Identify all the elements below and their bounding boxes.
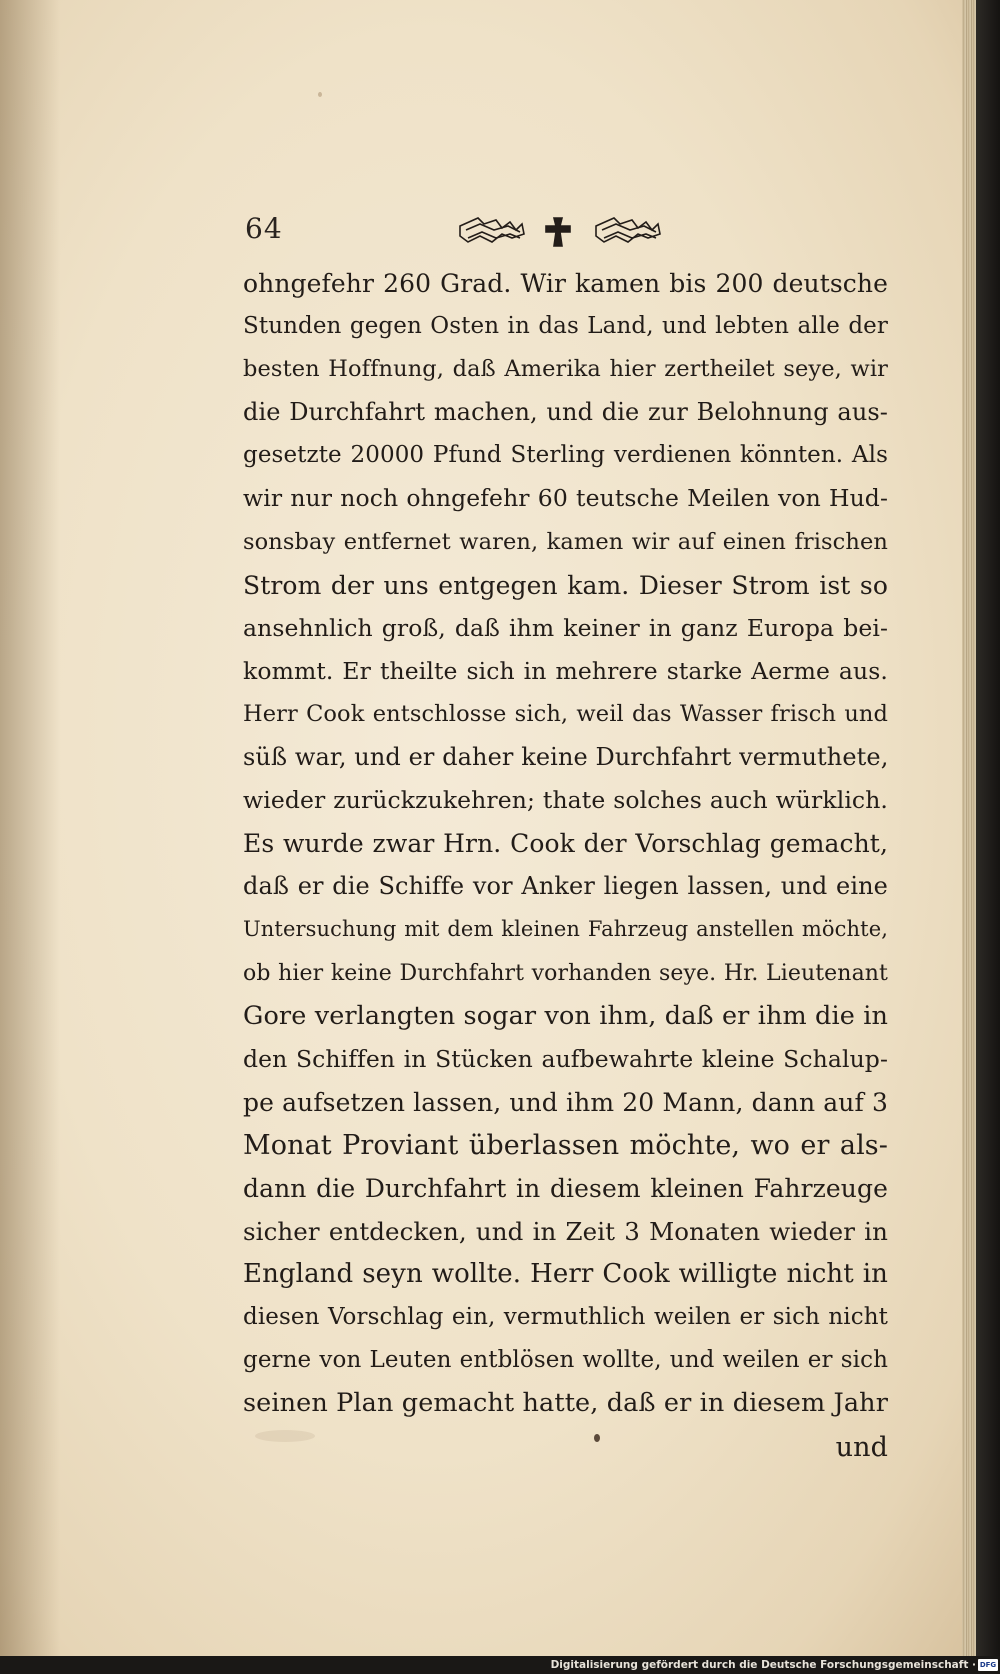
funding-credit: Digitalisierung gefördert durch die Deutsche Forschungsgemeinschaft · bbox=[550, 1659, 976, 1671]
text-line: diesen Vorschlag ein, vermuthlich weilen er sich nicht bbox=[243, 1304, 888, 1331]
text-line: wieder zurückzukehren; thate solches auch würklich. bbox=[243, 786, 888, 815]
text-line: Es wurde zwar Hrn. Cook der Vorschlag gemacht, bbox=[243, 829, 888, 859]
text-line: gesetzte 20000 Pfund Sterling verdienen könnten. Als bbox=[243, 442, 888, 469]
text-line: den Schiffen in Stücken aufbewahrte kleine Schalup- bbox=[243, 1044, 888, 1073]
text-line: ohngefehr 260 Grad. Wir kamen bis 200 deutsche bbox=[243, 269, 888, 298]
running-header bbox=[245, 212, 885, 256]
text-line: Monat Proviant überlassen möchte, wo er als- bbox=[243, 1129, 888, 1161]
text-line: wir nur noch ohngefehr 60 teutsche Meilen von Hud- bbox=[243, 484, 888, 513]
text-line: gerne von Leuten entblösen wollte, und weilen er sich bbox=[243, 1347, 888, 1374]
page-edges bbox=[962, 0, 976, 1656]
catchword: und bbox=[835, 1431, 888, 1463]
gutter-shadow bbox=[0, 0, 60, 1656]
text-line: Herr Cook entschlosse sich, weil das Wasser frisch und bbox=[243, 700, 888, 727]
text-line: die Durchfahrt machen, und die zur Belohnung aus- bbox=[243, 398, 888, 427]
text-line: sonsbay entfernet waren, kamen wir auf einen frischen bbox=[243, 528, 888, 555]
printers-ornament-icon bbox=[450, 212, 670, 252]
text-line: ob hier keine Durchfahrt vorhanden seye. Hr. Lieutenant bbox=[243, 960, 888, 986]
text-line: pe aufsetzen lassen, und ihm 20 Mann, dann auf 3 bbox=[243, 1087, 888, 1117]
text-line: seinen Plan gemacht hatte, daß er in diesem Jahr bbox=[243, 1388, 888, 1419]
dfg-logo bbox=[978, 1659, 998, 1671]
text-line: Gore verlangten sogar von ihm, daß er ihm die in bbox=[243, 1000, 888, 1031]
body-text bbox=[243, 262, 888, 1469]
text-line: sicher entdecken, und in Zeit 3 Monaten wieder in bbox=[243, 1217, 888, 1247]
text-line: Strom der uns entgegen kam. Dieser Strom ist so bbox=[243, 570, 888, 600]
text-line: besten Hoffnung, daß Amerika hier zertheilet seye, wir bbox=[243, 356, 888, 383]
text-line: kommt. Er theilte sich in mehrere starke Aerme aus. bbox=[243, 656, 888, 685]
text-line: daß er die Schiffe vor Anker liegen lassen, und eine bbox=[243, 872, 888, 901]
dfg-logo-text: DFG bbox=[979, 1661, 997, 1669]
book-cover-edge bbox=[976, 0, 1000, 1656]
text-line: süß war, und er daher keine Durchfahrt vermuthete, bbox=[243, 743, 889, 772]
text-line: ansehnlich groß, daß ihm keiner in ganz Europa bei- bbox=[243, 613, 888, 642]
text-line: Stunden gegen Osten in das Land, und lebten alle der bbox=[243, 313, 888, 340]
page-number: 64 bbox=[245, 212, 283, 245]
text-line: Untersuchung mit dem kleinen Fahrzeug anstellen möchte, bbox=[243, 917, 888, 942]
paper-speck bbox=[318, 92, 322, 97]
text-line: dann die Durchfahrt in diesem kleinen Fahrzeuge bbox=[243, 1173, 888, 1203]
ink-dot bbox=[594, 1434, 600, 1442]
text-line: England seyn wollte. Herr Cook willigte nicht in bbox=[243, 1259, 888, 1290]
